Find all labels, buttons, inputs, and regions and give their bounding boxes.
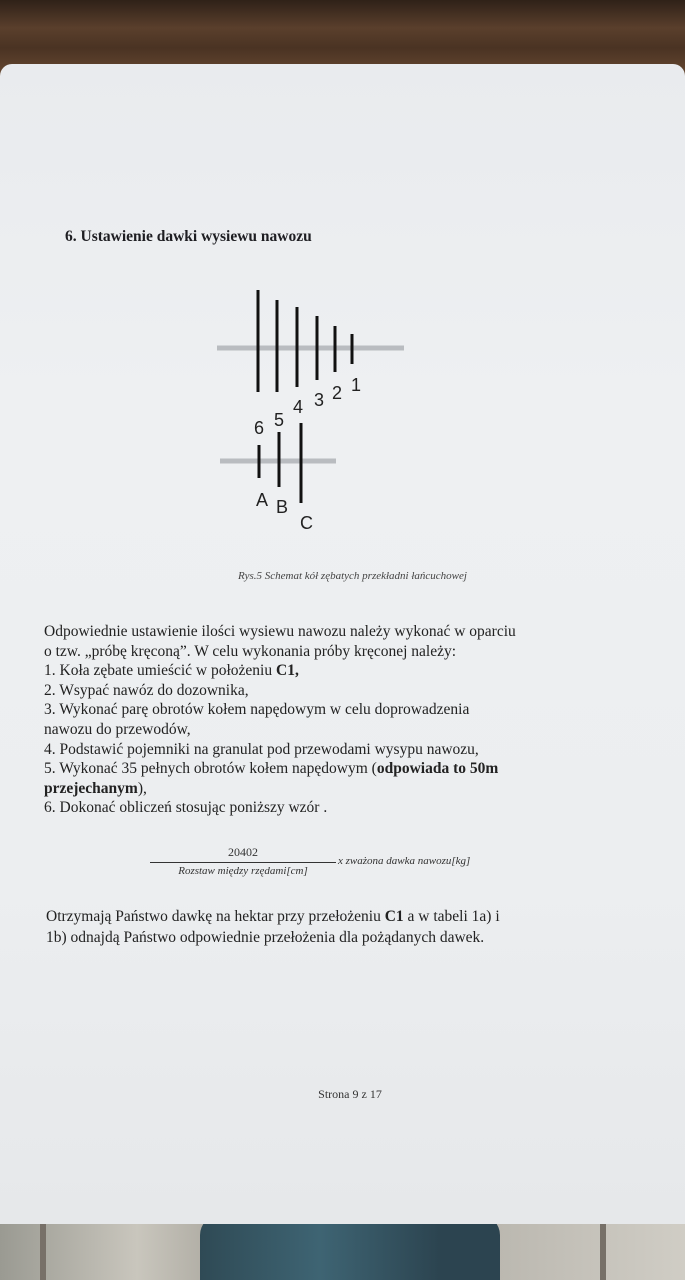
gear-label-b: B [276, 497, 289, 517]
gear-label-6: 6 [254, 418, 265, 438]
instructions-block [44, 622, 644, 818]
step-6: 6. Dokonać obliczeń stosując poniższy wzór . [44, 799, 328, 817]
tile-grout [40, 1220, 46, 1280]
step-3-continued: nawozu do przewodów, [44, 720, 191, 738]
fraction-bar [150, 862, 336, 863]
formula-fraction [150, 845, 336, 877]
step-5-continued: przejechanym), [44, 779, 147, 797]
closing-paragraph [46, 906, 646, 948]
figure-caption: Rys.5 Schemat kół zębatych przekładni łańcuchowej [238, 570, 467, 582]
step-5: 5. Wykonać 35 pełnych obrotów kołem napędowym (odpowiada to 50m [44, 760, 499, 778]
gear-label-c: C [300, 513, 313, 533]
gear-label-1: 1 [351, 375, 362, 395]
gear-label-a: A [256, 490, 269, 510]
page-number: Strona 9 z 17 [318, 1087, 382, 1101]
gear-diagram [200, 280, 420, 540]
step-3: 3. Wykonać parę obrotów kołem napędowym w celu doprowadzenia [44, 701, 470, 719]
gear-label-2: 2 [332, 383, 343, 403]
intro-line: o tzw. „próbę kręconą”. W celu wykonania próby kręconej należy: [44, 642, 457, 660]
formula-denominator: Rozstaw między rzędami[cm] [178, 865, 308, 877]
step-2: 2. Wsypać nawóz do dozownika, [44, 681, 249, 699]
closing-line: 1b) odnajdą Państwo odpowiednie przełożenia dla pożądanych dawek. [46, 929, 485, 946]
formula-numerator: 20402 [228, 845, 258, 859]
gear-label-3: 3 [314, 390, 325, 410]
formula-multiplier: x zważona dawka nawozu[kg] [338, 855, 471, 867]
person-leg-background [200, 1215, 500, 1280]
gear-label-4: 4 [293, 397, 304, 417]
tile-grout [600, 1215, 606, 1280]
gear-label-5: 5 [274, 410, 285, 430]
intro-line: Odpowiednie ustawienie ilości wysiewu nawozu należy wykonać w oparciu [44, 623, 516, 640]
section-heading: 6. Ustawienie dawki wysiewu nawozu [65, 228, 312, 245]
step-1: 1. Koła zębate umieścić w położeniu C1, [44, 662, 299, 680]
closing-line: Otrzymają Państwo dawkę na hektar przy przełożeniu C1 a w tabeli 1a) i [46, 908, 500, 925]
dose-formula [150, 845, 570, 885]
step-4: 4. Podstawić pojemniki na granulat pod przewodami wysypu nawozu, [44, 740, 479, 758]
